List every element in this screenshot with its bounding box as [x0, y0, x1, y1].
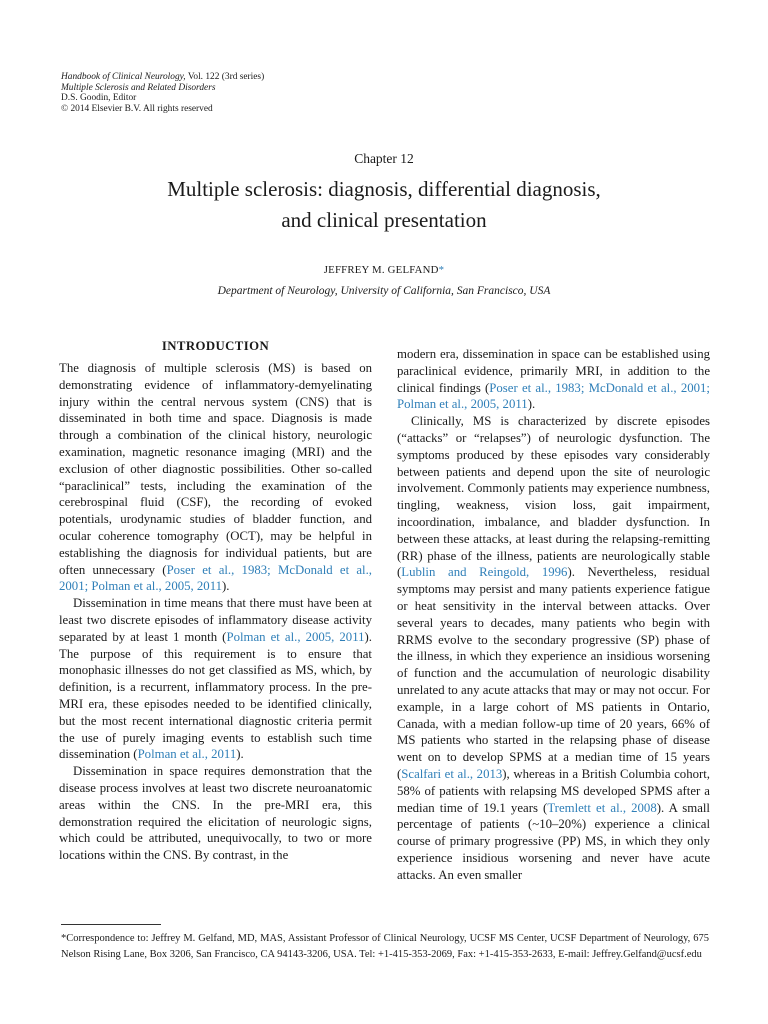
paragraph-text: ). [222, 579, 230, 594]
paragraph-text: modern era, dissemination in space can be established using paraclinical evidence, primarily MRI, in addition to the clinical findings ( [397, 347, 710, 395]
right-column [397, 346, 710, 884]
citation-link[interactable]: Polman et al., 2005, 2011 [226, 629, 365, 644]
paragraph [59, 595, 372, 763]
correspondence-mark-link[interactable]: * [438, 264, 445, 276]
paragraph [397, 346, 710, 413]
journal-volume: Vol. 122 (3rd series) [185, 72, 265, 82]
section-heading: INTRODUCTION [161, 339, 270, 353]
paragraph-text: ), whereas in a British Columbia cohort, 58% of patients with relapsing MS developed SPMS after a median time of 19.1 years ( [397, 766, 711, 815]
author-affiliation: Department of Neurology, University of California, San Francisco, USA [217, 285, 551, 297]
journal-header [61, 72, 264, 114]
title-line-2: and clinical presentation [281, 208, 487, 232]
book-title: Multiple Sclerosis and Related Disorders [61, 82, 216, 93]
paragraph-text: ). The purpose of this requirement is to ensure that monophasic illnesses do not get classified as MS, which, by definition, is a recurrent, inflammatory process. In the pre-MRI era, these episodes needed to be identified clinically, but the most recent international diagnostic criteria permit the use of purely imaging events to establish such time dissemination ( [59, 629, 372, 762]
paragraph-text: The diagnosis of multiple sclerosis (MS) is based on demonstrating evidence of inflammatory-demyelinating injury within the central nervous system (CNS) that is disseminated in both time and space. Diagnosis is made through a combination of the clinical history, neurologic examination, magnetic resonance imaging (MRI) and the exclusion of other diagnostic possibilities. Other so-called “paraclinical” tests, including the examination of the cerebrospinal fluid (CSF), the recording of evoked potentials, urodynamic studies of bladder function, and ocular coherence tomography (OCT), may be helpful in establishing the diagnosis for individual patients, but are often unnecessary ( [59, 361, 372, 577]
chapter-number: Chapter 12 [354, 151, 414, 166]
journal-title: Handbook of Clinical Neurology, [61, 72, 186, 82]
paragraph [397, 413, 710, 883]
title-line-1: Multiple sclerosis: diagnosis, differential diagnosis, [167, 177, 601, 201]
paragraph-text: ). [527, 397, 536, 412]
paragraph-text: ). A small percentage of patients (~10–20%) experience a clinical course of primary progressive (PP) MS, in which they only experience insidious worsening and never have acute attacks. An even smaller [397, 800, 710, 882]
footnote-divider [61, 924, 161, 925]
header-line-1 [61, 72, 264, 83]
paragraph-text: Clinically, MS is characterized by discrete episodes (“attacks” or “relapses”) of neurologic dysfunction. The symptoms produced by these episodes vary considerably between patients and depend upon the site of neurologic involvement. Commonly patients may experience numbness, tingling, weakness, vision loss, gait impairment, incoordination, imbalance, and bladder dysfunction. In between these attacks, at least during the relapsing-remitting (RR) phase of the illness, patients are neurologically stable ( [397, 414, 710, 580]
citation-link[interactable]: Lublin and Reingold, 1996 [401, 565, 568, 580]
paragraph: Dissemination in space requires demonstration that the disease process involves at least two discrete neuroanatomic areas within the CNS. In the pre-MRI era, this demonstration required the elicitation of neurologic signs, which could be attributed, unequivocally, to two or more locations within the CNS. By contrast, in the [59, 764, 372, 863]
author-line [0, 264, 768, 276]
author-name: JEFFREY M. GELFAND [323, 264, 439, 276]
correspondence-footnote: *Correspondence to: Jeffrey M. Gelfand, MD, MAS, Assistant Professor of Clinical Neurology, UCSF MS Center, UCSF Department of Neurology, 675 Nelson Rising Lane, Box 3206, San Francisco, CA 94143-3206, USA. Tel: +1-415-353-2069, Fax: +1-415-353-2633, E-mail: Jeffrey.Gelfand@ucsf.edu [61, 933, 709, 960]
left-column [59, 338, 372, 864]
citation-link[interactable]: Poser et al., 1983; McDonald et al., 2001; Polman et al., 2005, 2011 [397, 380, 710, 412]
copyright-line: © 2014 Elsevier B.V. All rights reserved [61, 103, 213, 114]
citation-link[interactable]: Polman et al., 2011 [137, 747, 237, 762]
paragraph-text: Dissemination in time means that there must have been at least two discrete episodes of inflammatory disease activity separated by at least 1 month ( [59, 596, 372, 644]
paragraph [59, 360, 372, 595]
citation-link[interactable]: Scalfari et al., 2013 [401, 766, 503, 781]
citation-link[interactable]: Tremlett et al., 2008 [547, 800, 657, 815]
editor-line: D.S. Goodin, Editor [61, 93, 137, 104]
paragraph-text: ). [236, 747, 244, 762]
paragraph-text: ). Nevertheless, residual symptoms may persist and many patients experience fatigue or heat sensitivity in the interval between attacks. Over several years to decades, many patients who begin with RRMS evolve to the secondary progressive (SP) phase of the illness, in which they experience an insidious worsening of function and the accumulation of neurologic disability unrelated to any acute attacks that may or may not occur. For example, in a large cohort of MS patients in Ontario, Canada, with a median follow-up time of 20 years, 66% of MS patients who started in the relapsing phase of disease went on to develop SPMS at a median time of 15 years ( [397, 565, 710, 781]
article-title [0, 174, 768, 236]
citation-link[interactable]: Poser et al., 1983; McDonald et al., 2001; Polman et al., 2005, 2011 [59, 562, 372, 594]
